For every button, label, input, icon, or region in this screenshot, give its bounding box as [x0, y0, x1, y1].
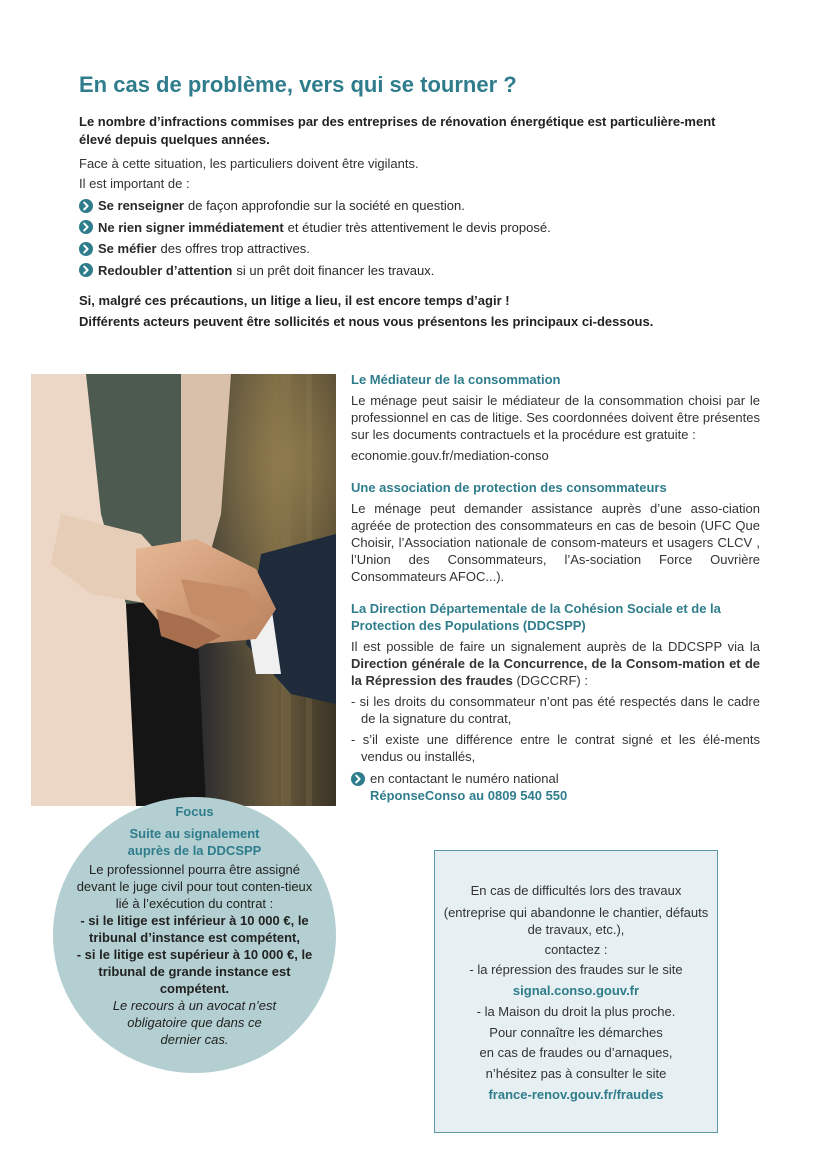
info-line-5: - la Maison du droit la plus proche. [476, 1003, 676, 1019]
mediateur-text: Le ménage peut saisir le médiateur de la consommation choisi par le professionnel en cas de litige. Ses coordonnées doivent être présentes sur les documents contractuels et la procédure est gratuite : [351, 393, 760, 442]
list-item [79, 217, 759, 239]
outro-text [79, 290, 769, 332]
info-line-4: - la répression des fraudes sur le site [469, 962, 683, 978]
arrow-right-circle-icon [79, 263, 93, 277]
info-line-1: En cas de difficultés lors des travaux [470, 883, 682, 898]
association-title: Une association de protection des consommateurs [351, 480, 667, 495]
arrow-right-circle-icon [79, 220, 93, 234]
info-line-6: Pour connaître les démarches [489, 1024, 663, 1040]
association-text: Le ménage peut demander assistance auprès d’une asso-ciation agréée de protection des consommateurs en cas de besoin (UFC Que Choisir, l’Association nationale de consom-mateurs et usagers CLCV , l’Union des Consommateurs, l’As-sociation Force Ouvrière Consommateurs AFOC...). [351, 501, 760, 584]
arrow-right-circle-icon [79, 242, 93, 256]
advice-list [79, 195, 759, 281]
ddcspp-text-after: (DGCCRF) : [516, 673, 588, 688]
page-title: En cas de problème, vers qui se tourner ? [79, 72, 517, 97]
focus-body: Le professionnel pourra être assigné devant le juge civil pour tout conten-tieux lié à l’exécution du contrat : [76, 862, 313, 911]
bullet-text: si un prêt doit financer les travaux. [236, 262, 435, 278]
info-link-france-renov[interactable]: france-renov.gouv.fr/fraudes [488, 1086, 664, 1102]
contact-line [351, 770, 760, 804]
info-line-3: contactez : [544, 941, 608, 957]
arrow-right-circle-icon [351, 772, 365, 786]
handshake-illustration [31, 374, 336, 806]
info-line-2: (entreprise qui abandonne le chantier, défauts de travaux, etc.), [443, 904, 709, 937]
bullet-bold: Se méfier [98, 241, 157, 257]
ddcspp-dash-1: - si les droits du consommateur n’ont pas été respectés dans le cadre de la signature du contrat, [351, 694, 760, 726]
bullet-bold: Ne rien signer immédiatement [98, 219, 284, 235]
handshake-photo [31, 374, 336, 806]
mediateur-link[interactable]: economie.gouv.fr/mediation-conso [351, 448, 549, 463]
intro-line-2: Il est important de : [79, 176, 190, 191]
list-item [79, 238, 759, 260]
organizations-column [351, 371, 760, 804]
contact-text: en contactant le numéro national [370, 771, 559, 786]
bullet-bold: Se renseigner [98, 198, 184, 214]
bullet-text: et étudier très attentivement le devis proposé. [287, 219, 551, 235]
bullet-bold: Redoubler d’attention [98, 262, 233, 278]
info-box [434, 850, 718, 1133]
intro-text [79, 154, 749, 194]
ddcspp-text-before: Il est possible de faire un signalement auprès de la DDCSPP via la [351, 639, 760, 654]
focus-label: Focus [175, 804, 214, 819]
focus-bold-1: - si le litige est inférieur à 10 000 €, le tribunal d’instance est compétent, [80, 913, 309, 945]
focus-bold-2: - si le litige est supérieur à 10 000 €, le tribunal de grande instance est compétent. [76, 947, 313, 996]
outro-line-1: Si, malgré ces précautions, un litige a lieu, il est encore temps d’agir ! [79, 293, 510, 308]
ddcspp-title: La Direction Départementale de la Cohésion Sociale et de la Protection des Populations (DDCSPP) [351, 601, 721, 633]
ddcspp-text [351, 638, 760, 689]
ddcspp-text-bold: Direction générale de la Concurrence, de la Consom-mation et de la Répression des fraudes [351, 656, 760, 688]
ddcspp-dash-2: - s’il existe une différence entre le contrat signé et les élé-ments vendus ou installés, [351, 732, 760, 764]
focus-circle [53, 797, 336, 1073]
intro-bold-text: Le nombre d’infractions commises par des entreprises de rénovation énergétique est particulière-ment élevé depuis quelques années. [79, 114, 716, 147]
list-item [79, 260, 759, 282]
bullet-text: des offres trop attractives. [160, 241, 310, 257]
focus-italic: Le recours à un avocat n’est obligatoire que dans ce dernier cas. [112, 998, 277, 1047]
list-item [79, 195, 759, 217]
contact-number[interactable]: RéponseConso au 0809 540 550 [370, 788, 568, 803]
info-link-signal[interactable]: signal.conso.gouv.fr [512, 983, 640, 999]
mediateur-title: Le Médiateur de la consommation [351, 372, 561, 387]
arrow-right-circle-icon [79, 199, 93, 213]
intro-line-1: Face à cette situation, les particuliers doivent être vigilants. [79, 156, 419, 171]
info-line-8: n’hésitez pas à consulter le site [485, 1065, 667, 1081]
focus-title: Suite au signalement auprès de la DDCSPP [127, 826, 262, 858]
info-line-7: en cas de fraudes ou d’arnaques, [479, 1045, 673, 1061]
bullet-text: de façon approfondie sur la société en question. [188, 198, 465, 214]
outro-line-2: Différents acteurs peuvent être sollicités et nous vous présentons les principaux ci-dessous. [79, 314, 654, 329]
